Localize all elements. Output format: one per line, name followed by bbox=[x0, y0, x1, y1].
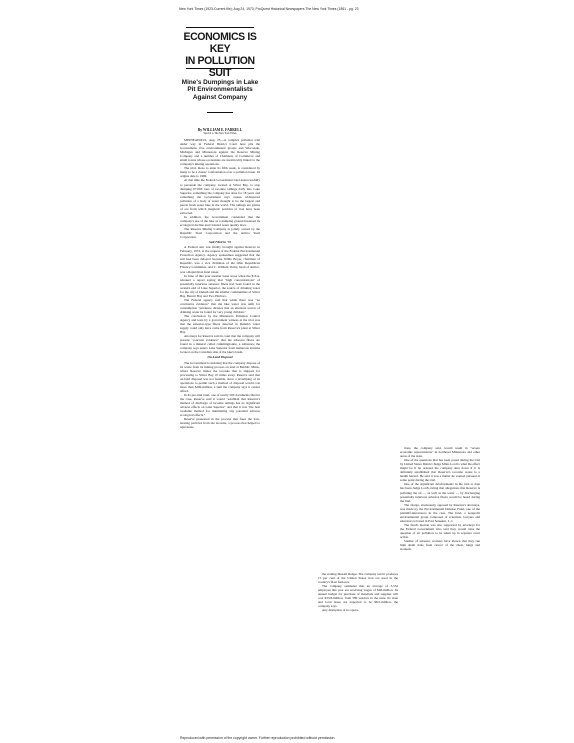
source-citation: New York Times (1923-Current file); Aug 24, 1973; ProQuest Historical Newspapers The New York Times (1851 - pg. 23 bbox=[179, 7, 359, 11]
paragraph: the waning Mesabi Range. The company said it produces 15 per cent of the United States iron ore used in the country's blast furnaces. bbox=[318, 572, 398, 585]
paragraph: The conclusion by the Minnesota Pollution Control Agency and tests by a government witness at the trial was that the asbestos-type fibers detected in Duluth's water supply could only have come from Reserve's plant at Silver Bay. bbox=[180, 314, 260, 335]
copyright-footer: Reproduced with permission of the copyright owner. Further reproduction prohibited without permission. bbox=[180, 736, 336, 740]
paragraph: The fund's motion was also supported by attorneys for the Federal Government who said they would raise the question of air pollution to be taken up in separate court action. bbox=[400, 522, 480, 540]
article-column-3 bbox=[318, 572, 398, 612]
paragraph: Studies of asbestos workers have shown that they run high death risks from cancer of the chest, lungs and stomach. bbox=[400, 539, 480, 552]
subheadline-line-3: Against Company bbox=[192, 93, 248, 101]
headline-line-1: ECONOMICS IS KEY bbox=[183, 31, 257, 55]
paragraph: Reserve pioneered in the process that frees the iron-bearing particles from the taconite, a process that helped to rejuvenate bbox=[180, 417, 260, 430]
paragraph: One of the significant developments in the trial to date has been Judge Lord's ruling that allegations that Reserve is polluting the air — as well as the water — by discharging potentially injurious asbestos fibers would be heard during the trial. bbox=[400, 482, 480, 503]
byline bbox=[180, 128, 260, 136]
paragraph: The Reserve Mining Company is jointly owned by the Republic Steel Corporation and the Armco Steel Corporation. bbox=[180, 227, 260, 240]
byline-author: By WILLIAM E. FARRELL bbox=[197, 128, 243, 132]
paragraph: One of the questions that has been posed during the trial by United States District Judge Miles Lord is what the effect might be if he ordered the company shut down if it is definitely established that Reserve's taconite waste is a health hazard. He said it was a matter he wanted pursued at some point during the trial. bbox=[400, 458, 480, 483]
article-column-2 bbox=[400, 446, 480, 551]
headline-line-2: IN POLLUTION SUIT bbox=[185, 55, 255, 79]
headline-bottom-rule bbox=[186, 68, 254, 69]
paragraph: The Government is insisting that the company dispose of its waste from its mining process on land at Babbitt, Minn., where Reserve mines the taconite that is shipped for processing to Silver Bay 47 miles away. Reserve said that on-land disposal was not feasible, since a revamping of its operations to permit such a method of disposal would cost more than $200-million, a sum the company says it cannot afford. bbox=[180, 360, 260, 393]
deck-rule bbox=[207, 112, 233, 113]
paragraph: The trial, those to enter its fifth week, is considered by many to be a classic confrontation over a pollution issue. Its origins date to 1969. bbox=[180, 166, 260, 179]
paragraph: Any disruption of its opera- bbox=[322, 608, 359, 613]
headline bbox=[180, 31, 260, 79]
paragraph: At that time the Federal Government tried unsuccessfully to persuade the company, located at Silver Bay, to stop dumping 67,000 tons of taconite tailings daily into Lake Superior, something the company has done for 18 years and something the Government says causes widespread pollution of a body of water thought to be the largest and purest fresh water lake in the world. The tailings are grains of ore from which magnetic particles of iron have been extracted. bbox=[180, 178, 260, 215]
subheadline-line-1: Mine's Dumpings in Lake bbox=[181, 79, 259, 86]
paragraph: Attorneys for Reserve said in court that the company will present "concrete evidence" that the asbestos fibers are found in a mineral called cummingtonite, a substance the company says enters Lake Superior from numerous streams located on the Canadian side of the lake's basin. bbox=[180, 334, 260, 355]
subheadline-line-2: Pit Environmentalists bbox=[187, 86, 253, 94]
paragraph: The Federal agency said that while there was "no conclusive evidence" that the lake water was unfit for consumption "prudence dictates that an alternate source of drinking water be found for very young children." bbox=[180, 297, 260, 314]
subhead: Suit Filed in '72 bbox=[208, 240, 232, 245]
byline-credit: Special to The New York Times bbox=[203, 132, 237, 135]
subhead: On-Land Disposal bbox=[207, 355, 233, 360]
paragraph: MINNEAPOLIS, Aug. 23—A complex pollution trial under way in Federal District Court here pits the Government, five environmental groups and Wisconsin, Michigan and Minnesota against the Reserve Mining Company and a number of Chambers of Commerce and small towns whose economies are inextricably linked to the company's mining operations. bbox=[180, 138, 260, 167]
paragraph: tions, the company said, would result in "severe economic repercussions" in northeast Minnesota and other areas of the state. bbox=[400, 446, 480, 459]
paragraph: In its pre-trial brief, one of nearly 500 documents filed in the case, Reserve said it would "establish that Reserve's method of discharge of taconite tailings has no significant adverse effects on Lake Superior" and that it was "the best available method for minimizing any potential adverse ecological effects." bbox=[180, 392, 260, 418]
paragraph: A Federal suit was finally brought against Reserve in February, 1972, at the request of the Federal Environmental Protection Agency. Agency spokesmen suggested that the suit had been delayed because Willis Boyer, chairman of Republic, was a vice chairman of the Ohio Republican Finance Committee, and C. William Verity, head of Armco, was a Republican fund raiser. bbox=[180, 245, 260, 274]
paragraph: The charge, strenuously opposed by Reserve's attorneys, was made by the Environmental Defense Fund, one of the plaintiff-intervenors in the case. The fund, a nonprofit environmental group composed of scientists, lawyers and educators is based in East Setauket, L. I. bbox=[400, 502, 480, 523]
subheadline bbox=[180, 79, 260, 101]
headline-top-rule bbox=[186, 27, 254, 28]
paragraph: The company estimates that an average of 3,532 employes this year are receiving wages of $48-million. Its annual budget for purchase of materials and supplies will cost $33.8-million, from 580 vendors in the state. Its state and local taxes are expected to be $8.5-million, the company says. bbox=[318, 584, 398, 609]
paragraph: In June of this year another issue arose when the E.P.A. released a report saying that "high concentrations" of potentially injurious asbestos fibers had been found in the western end of Lake Superior, the source of drinking water for the city of Duluth and the smaller communities of Silver Bay, Beaver Bay and Two Harbors. bbox=[180, 273, 260, 298]
article-column-1 bbox=[180, 138, 260, 429]
paragraph: In addition, the Government contended that the company's use of the lake as a dumping ground hastened its ecological decline and violated water quality laws. bbox=[180, 214, 260, 227]
